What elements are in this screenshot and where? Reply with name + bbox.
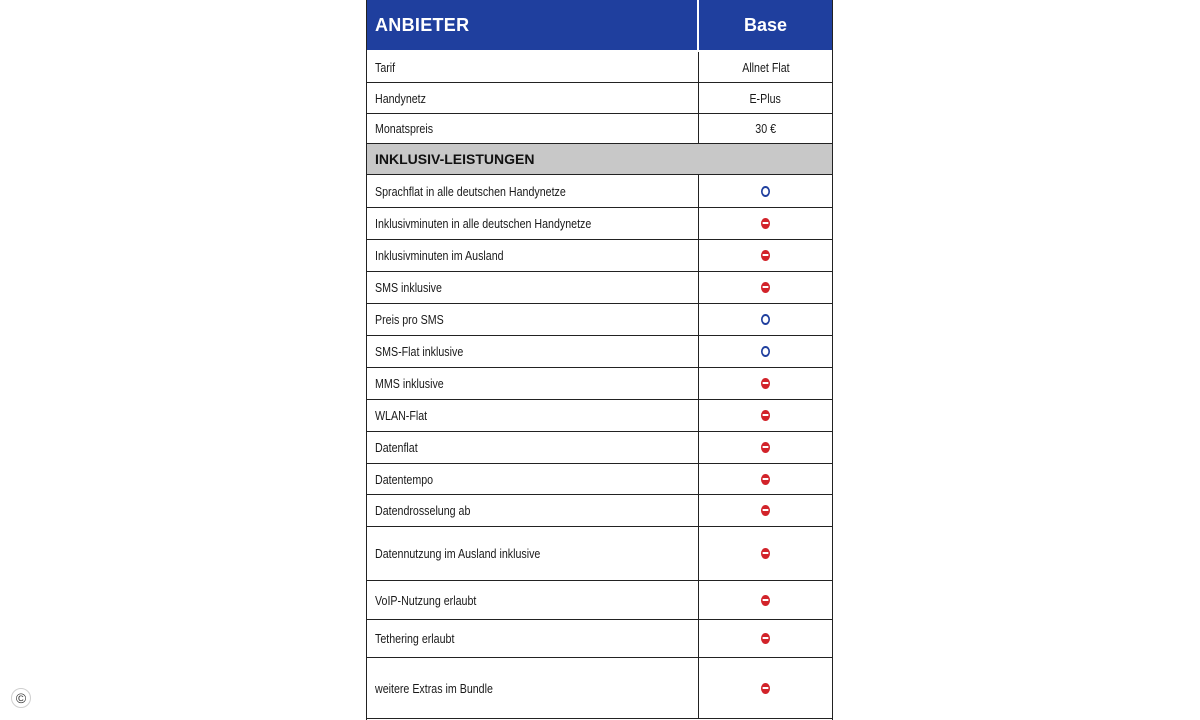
row-label-text: Tarif (375, 59, 396, 75)
feature-label (367, 620, 699, 657)
table-row (367, 464, 832, 495)
table-row (367, 432, 832, 464)
feature-label (367, 208, 699, 239)
row-label-text: Handynetz (375, 90, 426, 106)
feature-label (367, 272, 699, 303)
feature-label-text: VoIP-Nutzung erlaubt (375, 592, 477, 608)
not-included-icon (761, 683, 770, 694)
row-value-text: 30 € (755, 121, 776, 136)
feature-label (367, 175, 699, 207)
table-row (367, 527, 832, 581)
feature-status (699, 527, 832, 580)
section-title: INKLUSIV-LEISTUNGEN (367, 144, 832, 175)
feature-label-text: SMS-Flat inklusive (375, 344, 464, 359)
table-row (367, 620, 832, 658)
feature-label (367, 432, 699, 463)
feature-status (699, 175, 832, 207)
table-row (367, 83, 832, 114)
feature-label (367, 336, 699, 367)
not-included-icon (761, 633, 770, 644)
table-row (367, 368, 832, 400)
feature-status (699, 432, 832, 463)
feature-label-text: Datenflat (375, 440, 418, 455)
feature-label-text: Datendrosselung ab (375, 503, 471, 518)
row-label (367, 114, 699, 143)
table-row (367, 336, 832, 368)
feature-label (367, 495, 699, 526)
feature-status (699, 336, 832, 367)
table-row (367, 272, 832, 304)
feature-label (367, 304, 699, 335)
row-label-text: Monatspreis (375, 121, 434, 136)
feature-status (699, 464, 832, 494)
not-included-icon (761, 250, 770, 261)
feature-label-text: MMS inklusive (375, 376, 444, 391)
feature-status (699, 208, 832, 239)
not-included-icon (761, 595, 770, 606)
feature-status (699, 304, 832, 335)
copyright-icon: © (11, 688, 31, 708)
feature-label (367, 527, 699, 580)
feature-label (367, 240, 699, 271)
not-included-icon (761, 218, 770, 229)
feature-status (699, 400, 832, 431)
feature-label-text: Inklusivminuten in alle deutschen Handynetze (375, 216, 592, 231)
not-included-icon (761, 410, 770, 421)
feature-label (367, 581, 699, 619)
row-value (699, 83, 832, 113)
feature-status (699, 240, 832, 271)
row-value-text: E-Plus (749, 90, 782, 106)
table-row (367, 114, 832, 144)
feature-rows (367, 175, 832, 719)
feature-status (699, 272, 832, 303)
feature-label (367, 658, 699, 718)
row-value (699, 114, 832, 143)
row-label (367, 83, 699, 113)
feature-label-text: Tethering erlaubt (375, 631, 455, 646)
not-included-icon (761, 442, 770, 453)
table-row (367, 304, 832, 336)
included-icon (761, 186, 770, 197)
comparison-table (366, 0, 833, 720)
table-row (367, 495, 832, 527)
feature-label-text: Inklusivminuten im Ausland (375, 248, 504, 263)
feature-label-text: Datentempo (375, 471, 434, 487)
table-row (367, 581, 832, 620)
not-included-icon (761, 378, 770, 389)
row-label (367, 52, 699, 82)
not-included-icon (761, 474, 770, 485)
feature-status (699, 368, 832, 399)
feature-label (367, 368, 699, 399)
row-value (699, 52, 832, 82)
table-row (367, 240, 832, 272)
feature-label-text: weitere Extras im Bundle (375, 680, 493, 696)
table-header (367, 0, 832, 52)
feature-label-text: WLAN-Flat (375, 408, 428, 423)
table-row (367, 400, 832, 432)
feature-label (367, 400, 699, 431)
basic-rows (367, 52, 832, 144)
provider-name: Base (743, 14, 788, 35)
feature-label-text: Datennutzung im Ausland inklusive (375, 546, 541, 561)
table-row (367, 208, 832, 240)
not-included-icon (761, 548, 770, 559)
table-row (367, 52, 832, 83)
not-included-icon (761, 282, 770, 293)
included-icon (761, 346, 770, 357)
included-icon (761, 314, 770, 325)
table-row (367, 658, 832, 719)
feature-label-text: SMS inklusive (375, 280, 442, 295)
not-included-icon (761, 505, 770, 516)
feature-label (367, 464, 699, 494)
feature-status (699, 620, 832, 657)
feature-label-text: Preis pro SMS (375, 312, 444, 327)
feature-label-text: Sprachflat in alle deutschen Handynetze (375, 183, 566, 199)
feature-status (699, 581, 832, 619)
row-value-text: Allnet Flat (741, 59, 790, 75)
provider-label: ANBIETER (367, 0, 699, 50)
feature-status (699, 495, 832, 526)
table-row (367, 175, 832, 208)
feature-status (699, 658, 832, 718)
